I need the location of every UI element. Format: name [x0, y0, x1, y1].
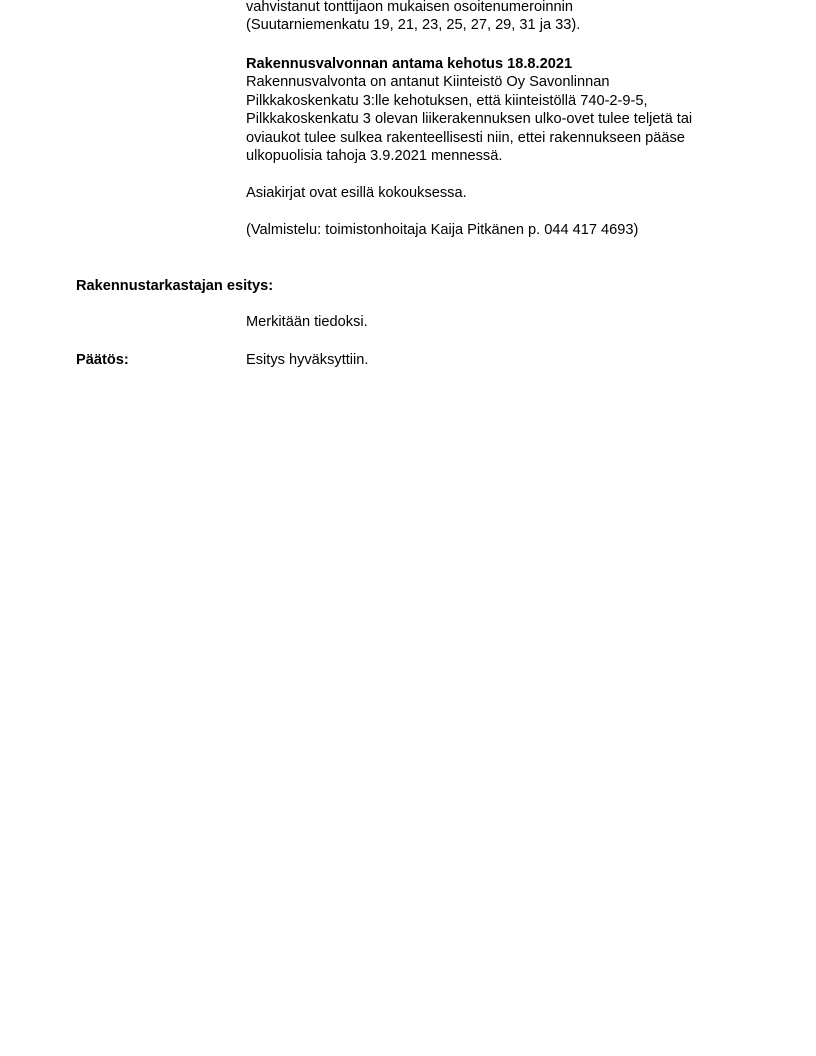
notice-heading: Rakennusvalvonnan antama kehotus 18.8.2021 — [246, 56, 573, 72]
notice-line-4: oviaukot tulee sulkea rakenteellisesti niin, ettei rakennukseen pääse — [246, 130, 685, 146]
notice-line-5: ulkopuolisia tahoja 3.9.2021 mennessä. — [246, 148, 503, 164]
notice-line-3: Pilkkakoskenkatu 3 olevan liikerakennuksen ulko-ovet tulee teljetä tai — [246, 111, 693, 127]
preparation-note: (Valmistelu: toimistonhoitaja Kaija Pitkänen p. 044 417 4693) — [246, 222, 639, 238]
decision-text: Esitys hyväksyttiin. — [246, 352, 369, 368]
proposal-text: Merkitään tiedoksi. — [246, 314, 368, 330]
decision-label: Päätös: — [76, 352, 129, 368]
documents-note: Asiakirjat ovat esillä kokouksessa. — [246, 185, 467, 201]
notice-line-2: Pilkkakoskenkatu 3:lle kehotuksen, että kiinteistöllä 740-2-9-5, — [246, 93, 648, 109]
intro-line-1: vahvistanut tonttijaon mukaisen osoitenumeroinnin — [246, 0, 573, 15]
intro-line-2: (Suutarniemenkatu 19, 21, 23, 25, 27, 29, 31 ja 33). — [246, 17, 581, 33]
proposal-label: Rakennustarkastajan esitys: — [76, 278, 274, 294]
notice-line-1: Rakennusvalvonta on antanut Kiinteistö Oy Savonlinnan — [246, 74, 610, 90]
